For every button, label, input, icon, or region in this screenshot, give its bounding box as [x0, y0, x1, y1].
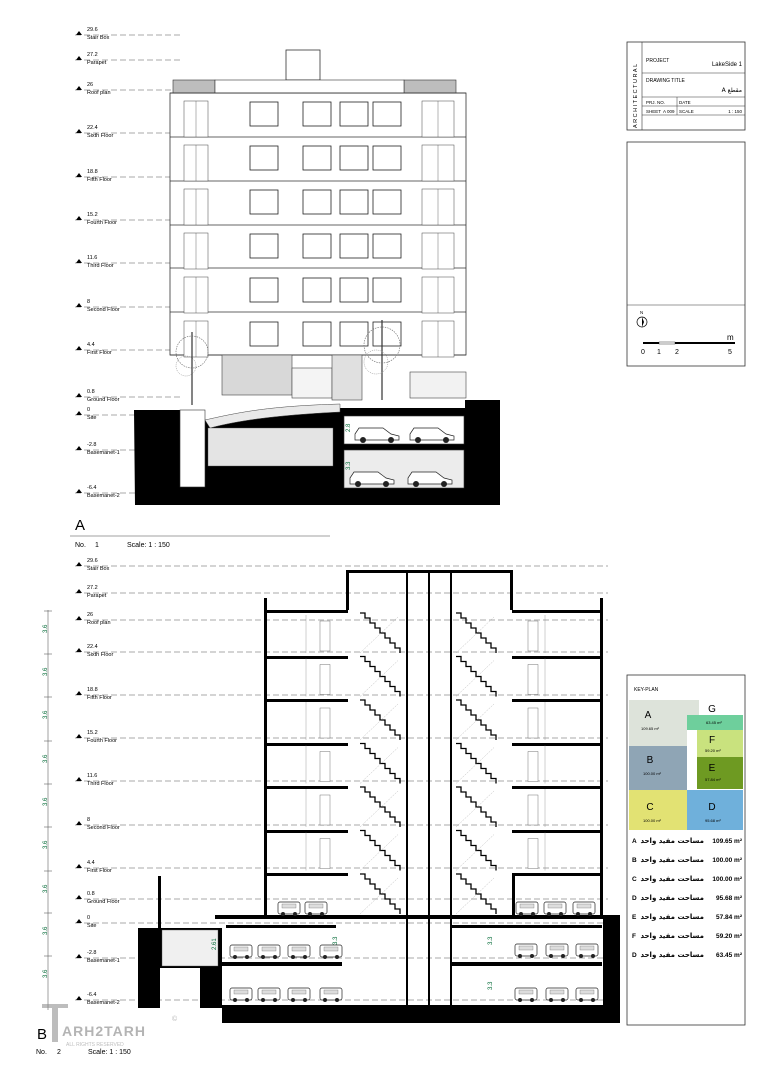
- stair-flight: [360, 744, 400, 784]
- level-value: -6.4: [87, 485, 97, 491]
- stair-flight: [360, 874, 400, 914]
- door: [320, 708, 330, 738]
- ground-mid: [332, 355, 362, 400]
- basement-ceiling-right: [452, 925, 602, 928]
- level-name: Parapet: [87, 60, 107, 66]
- window: [340, 322, 368, 346]
- car-icon: [573, 902, 595, 916]
- level-marker: [75, 558, 608, 572]
- level-name: Fourth Floor: [87, 220, 117, 226]
- area-row-letter: E: [632, 914, 637, 921]
- stair-flight: [456, 831, 496, 871]
- svg-text:ALL RIGHTS RESERVED: ALL RIGHTS RESERVED: [66, 1042, 124, 1048]
- title-block: [627, 42, 745, 130]
- dimension-label: 3.6: [43, 926, 49, 935]
- dimension-label: 3.6: [43, 754, 49, 763]
- unit-letter: B: [646, 755, 654, 766]
- left-exterior-wall: [264, 598, 267, 880]
- level-name: Basemanet-2: [87, 1000, 120, 1006]
- level-value: -2.8: [87, 950, 97, 956]
- elevator-shaft-right: [450, 570, 452, 1010]
- level-name: Site: [87, 415, 97, 421]
- dimension-label: 3.6: [43, 969, 49, 978]
- entrance-door: [292, 368, 332, 398]
- floor-slab: [512, 656, 603, 659]
- area-row: [632, 875, 743, 883]
- stair-flight: [360, 787, 400, 827]
- car-icon: [305, 902, 327, 916]
- level-name: Parapet: [87, 593, 107, 599]
- window: [303, 102, 331, 126]
- car-icon: [230, 988, 252, 1002]
- stair-flight: [360, 700, 400, 740]
- basement-bottom-slab: [222, 1005, 620, 1023]
- level-name: Second Floor: [87, 307, 120, 313]
- stair-flight: [456, 700, 496, 740]
- level-name: Second Floor: [87, 825, 120, 831]
- stair-flight: [360, 657, 400, 697]
- ground-left-wall: [226, 925, 336, 928]
- level-value: 27.2: [87, 52, 98, 58]
- window: [303, 234, 331, 258]
- dimension-label: 3.6: [43, 710, 49, 719]
- window: [303, 322, 331, 346]
- unit-letter: E: [708, 763, 716, 774]
- level-name: Fifth Floor: [87, 695, 112, 701]
- area-row: [632, 856, 743, 864]
- level-name: Fourth Floor: [87, 738, 117, 744]
- title-block-vertical-label: ARCHITECTURAL: [633, 62, 639, 128]
- unit-c-block: [629, 790, 687, 830]
- car-icon: [546, 988, 568, 1002]
- stair-flight: [360, 831, 400, 871]
- elevator-shaft-left: [406, 570, 408, 1010]
- unit-e-block: [697, 757, 743, 789]
- unit-area: 100.00 m²: [643, 818, 662, 823]
- unit-area: 57.84 m²: [705, 777, 721, 782]
- scale-label: SCALE: [679, 109, 694, 114]
- level-value: 29.6: [87, 27, 98, 33]
- area-row-label: مساحت مفید واحد: [640, 932, 704, 940]
- storefront-right: [410, 372, 466, 398]
- scale-unit: m: [727, 333, 734, 342]
- level-value: 11.6: [87, 255, 98, 261]
- level-marker: [75, 389, 182, 403]
- scale-bar-black: [643, 342, 659, 344]
- level-value: 8: [87, 817, 91, 823]
- level-name: Basemanet-1: [87, 958, 120, 964]
- area-row-value: 59.20 m²: [715, 933, 742, 940]
- level-value: -6.4: [87, 992, 97, 998]
- area-row-letter: C: [632, 876, 637, 883]
- unit-letter: F: [708, 735, 716, 746]
- date-label: DATE: [679, 100, 691, 105]
- scale-value: 1 : 150: [728, 109, 742, 114]
- tree-right: [364, 320, 400, 400]
- area-row-label: مساحت مفید واحد: [640, 856, 704, 864]
- key-plan: [627, 675, 745, 1025]
- area-row: [632, 932, 743, 940]
- level-value: 0.8: [87, 891, 95, 897]
- window: [340, 146, 368, 170]
- door: [528, 665, 538, 695]
- scale-tick-1: 1: [657, 349, 661, 356]
- watermark-logo: [42, 1004, 178, 1048]
- area-row-label: مساحت مفید واحد: [640, 913, 704, 921]
- door: [528, 708, 538, 738]
- dimension-label: 3.6: [43, 797, 49, 806]
- level-value: 8: [87, 299, 91, 305]
- unit-letter: A: [644, 710, 652, 721]
- level-value: 15.2: [87, 730, 98, 736]
- car-icon: [516, 902, 538, 916]
- key-plan-title: KEY-PLAN: [634, 687, 659, 693]
- level-marker: [75, 169, 182, 183]
- area-row-value: 63.45 m²: [715, 952, 742, 959]
- floor-slab: [264, 786, 348, 789]
- car-icon: [576, 988, 598, 1002]
- level-marker: [75, 255, 182, 269]
- level-marker: [75, 585, 608, 599]
- unit-b-block: [629, 746, 687, 790]
- level-name: Site: [87, 923, 97, 929]
- ramp-wall: [208, 428, 333, 466]
- car-icon: [576, 944, 598, 958]
- unit-letter: C: [646, 802, 654, 813]
- level-value: 26: [87, 612, 94, 618]
- dimension-label: 3.6: [43, 624, 49, 633]
- area-row-value: 109.65 m²: [712, 838, 742, 845]
- section-scale: Scale: 1 : 150: [88, 1049, 131, 1056]
- elevation-a: [70, 27, 500, 549]
- area-row-value: 95.68 m²: [715, 895, 742, 902]
- scale-bar-black-2: [675, 342, 735, 344]
- area-row-value: 100.00 m²: [712, 857, 742, 864]
- level-marker: [75, 299, 182, 313]
- level-name: First Floor: [87, 350, 112, 356]
- car-icon: [288, 945, 310, 959]
- level-name: Roof plan: [87, 90, 111, 96]
- area-row-letter: D: [632, 895, 637, 902]
- window: [373, 102, 401, 126]
- core-block: [687, 730, 697, 790]
- level-value: 0: [87, 407, 91, 413]
- scale-tick-5: 5: [728, 349, 732, 356]
- level-value: -2.8: [87, 442, 97, 448]
- elevator-shaft-mid: [428, 570, 430, 1010]
- level-name: Ground Floor: [87, 899, 120, 905]
- dimension-label: 3.6: [43, 884, 49, 893]
- stair-flight: [456, 657, 496, 697]
- level-name: First Floor: [87, 868, 112, 874]
- stair-box-right-wall: [510, 570, 513, 610]
- section-no-label: No.: [36, 1049, 47, 1056]
- sheet-label: SHEET: [646, 109, 662, 114]
- car-icon: [544, 902, 566, 916]
- sheet-value: A 009: [663, 109, 675, 114]
- window: [250, 322, 278, 346]
- inner-dim-2: 3.3: [333, 936, 339, 945]
- area-row-letter: F: [632, 933, 636, 940]
- car-icon: [515, 988, 537, 1002]
- window: [250, 190, 278, 214]
- level-value: 0.8: [87, 389, 95, 395]
- elevation-no-value: 1: [95, 542, 99, 549]
- level-value: 15.2: [87, 212, 98, 218]
- scale-tick-2: 2: [675, 349, 679, 356]
- ground-left-pole: [158, 876, 161, 928]
- level-marker: [75, 27, 182, 41]
- level-value: 22.4: [87, 644, 98, 650]
- car-icon: [230, 945, 252, 959]
- car-icon: [278, 902, 300, 916]
- door: [320, 752, 330, 782]
- car-icon: [288, 988, 310, 1002]
- dimension-label: 3.6: [43, 840, 49, 849]
- storefront-left: [222, 355, 292, 395]
- parapet-post-left: [264, 598, 267, 613]
- car-icon: [320, 945, 342, 959]
- parapet-left: [173, 80, 215, 93]
- door: [320, 665, 330, 695]
- stair-flight: [456, 744, 496, 784]
- basement-mid-slab: [222, 962, 342, 966]
- window: [250, 146, 278, 170]
- door: [320, 795, 330, 825]
- section-letter: B: [37, 1026, 48, 1043]
- area-row-label: مساحت مفید واحد: [640, 875, 704, 883]
- level-value: 27.2: [87, 585, 98, 591]
- window: [250, 234, 278, 258]
- stair-box: [286, 50, 320, 80]
- level-marker: [75, 212, 182, 226]
- elevation-letter: A: [75, 517, 86, 534]
- drawing-title-label: DRAWING TITLE: [646, 78, 685, 84]
- project-value: LakeSide 1: [711, 62, 742, 68]
- section-floors: [264, 615, 603, 917]
- parapet-mid: [215, 80, 404, 93]
- area-row: [632, 837, 743, 845]
- inner-dim-4: 3.3: [488, 981, 494, 990]
- level-name: Sixth Floor: [87, 652, 114, 658]
- level-name: Fifth Floor: [87, 177, 112, 183]
- unit-area: 109.65 m²: [641, 726, 660, 731]
- parking-dim-2: 3.3: [346, 461, 352, 470]
- area-row: [632, 894, 743, 902]
- area-row: [632, 913, 743, 921]
- car-icon: [258, 945, 280, 959]
- level-name: Ground Floor: [87, 397, 120, 403]
- level-value: 26: [87, 82, 94, 88]
- window: [340, 234, 368, 258]
- level-value: 11.6: [87, 773, 98, 779]
- level-value: 22.4: [87, 125, 98, 131]
- level-name: Sixth Floor: [87, 133, 114, 139]
- parapet-right: [404, 80, 456, 93]
- window: [373, 234, 401, 258]
- area-row-letter: D: [632, 952, 637, 959]
- section-side-dimensions: [43, 610, 52, 1010]
- stair-flight: [456, 613, 496, 653]
- area-row-letter: B: [632, 857, 637, 864]
- unit-letter: G: [708, 704, 716, 715]
- basement-slot: [180, 410, 205, 487]
- parking-dim-1: 2.8: [346, 423, 352, 432]
- svg-text:N: N: [640, 310, 644, 315]
- scale-bar-white: [659, 342, 675, 344]
- area-row: [632, 951, 743, 959]
- inner-dim-1: 2.61: [212, 938, 218, 950]
- level-name: Stair Box: [87, 566, 110, 572]
- door: [320, 839, 330, 869]
- unit-area: 100.00 m²: [643, 771, 662, 776]
- door: [528, 839, 538, 869]
- floor-slab: [264, 699, 348, 702]
- parapet-top-left: [264, 610, 348, 613]
- car-icon: [258, 988, 280, 1002]
- elevation-no-label: No.: [75, 542, 86, 549]
- site-ground-left: [138, 928, 160, 1008]
- parapet-top-right: [512, 610, 603, 613]
- window: [303, 278, 331, 302]
- area-row-label: مساحت مفید واحد: [640, 837, 704, 845]
- unit-a-block: [629, 700, 687, 746]
- elevation-building-body: [170, 93, 466, 355]
- window: [250, 278, 278, 302]
- window: [373, 146, 401, 170]
- car-icon: [546, 944, 568, 958]
- stair-flight: [456, 787, 496, 827]
- level-value: 18.8: [87, 687, 98, 693]
- svg-text:ARH2TARH: ARH2TARH: [62, 1023, 146, 1039]
- area-row-value: 57.84 m²: [715, 914, 742, 921]
- level-value: 18.8: [87, 169, 98, 175]
- level-name: Roof plan: [87, 620, 111, 626]
- area-row-label: مساحت مفید واحد: [640, 951, 704, 959]
- basement-mid-slab-right: [452, 962, 602, 966]
- unit-letter: D: [708, 802, 716, 813]
- door: [528, 621, 538, 651]
- door: [528, 752, 538, 782]
- car-icon: [515, 944, 537, 958]
- parapet-post-right: [600, 598, 603, 613]
- level-name: Third Floor: [87, 263, 114, 269]
- floor-slab: [512, 699, 603, 702]
- level-name: Basemanet-2: [87, 493, 120, 499]
- floor-slab: [512, 743, 603, 746]
- level-name: Third Floor: [87, 781, 114, 787]
- floor-slab: [512, 873, 603, 876]
- level-marker: [75, 82, 182, 96]
- level-marker: [75, 125, 182, 139]
- area-row-value: 100.00 m²: [712, 876, 742, 883]
- elevation-scale: Scale: 1 : 150: [127, 542, 170, 549]
- window: [373, 278, 401, 302]
- scale-tick-0: 0: [641, 349, 645, 356]
- level-value: 4.4: [87, 342, 95, 348]
- svg-text:©: ©: [172, 1016, 178, 1023]
- unit-area: 59.20 m²: [705, 748, 721, 753]
- level-value: 29.6: [87, 558, 98, 564]
- section-b: [36, 558, 620, 1056]
- window: [303, 190, 331, 214]
- window: [373, 190, 401, 214]
- car-icon: [320, 988, 342, 1002]
- area-row-letter: A: [632, 838, 637, 845]
- drawing-title-value: A مقطع: [721, 87, 742, 94]
- project-label: PROJECT: [646, 58, 670, 64]
- inner-dim-3: 3.3: [488, 936, 494, 945]
- window: [340, 102, 368, 126]
- window: [250, 102, 278, 126]
- level-marker: [75, 52, 182, 66]
- basement-left-void: [162, 930, 218, 966]
- section-no-value: 2: [57, 1049, 61, 1056]
- floor-slab: [264, 873, 348, 876]
- north-scale-box: [627, 142, 745, 366]
- level-value: 4.4: [87, 860, 95, 866]
- window: [340, 190, 368, 214]
- level-name: Stair Box: [87, 35, 110, 41]
- stair-box-left-wall: [346, 570, 349, 610]
- stair-flight: [360, 613, 400, 653]
- dimension-label: 3.6: [43, 667, 49, 676]
- level-value: 0: [87, 915, 91, 921]
- unit-area: 63.45 m²: [706, 720, 722, 725]
- window: [373, 322, 401, 346]
- unit-area: 95.68 m²: [705, 818, 721, 823]
- floor-slab: [512, 830, 603, 833]
- door: [320, 621, 330, 651]
- door: [528, 795, 538, 825]
- floor-slab: [512, 786, 603, 789]
- level-marker: [75, 342, 182, 356]
- ground-slab: [215, 915, 620, 919]
- prj-no-label: PRJ. NO.: [646, 100, 666, 105]
- level-name: Basemanet-1: [87, 450, 120, 456]
- area-row-label: مساحت مفید واحد: [640, 894, 704, 902]
- stair-flight: [456, 874, 496, 914]
- window: [303, 146, 331, 170]
- right-exterior-wall: [600, 598, 603, 880]
- window: [340, 278, 368, 302]
